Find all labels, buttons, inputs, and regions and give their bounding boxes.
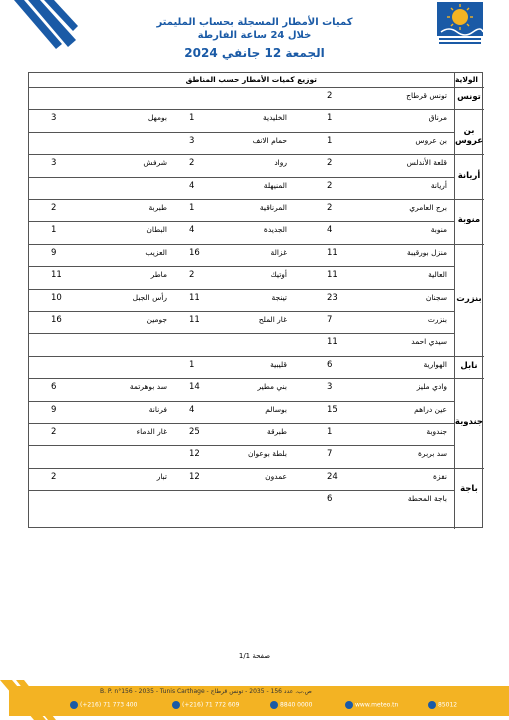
station-name: تينجة (271, 292, 287, 302)
globe-icon (345, 701, 353, 709)
station-name: رأس الجبل (132, 292, 167, 302)
governorate-name: تونس (457, 92, 481, 103)
grid-line (29, 109, 484, 110)
grid-line (29, 266, 454, 267)
station-name: البطان (146, 225, 167, 235)
station-name: وادي مليز (416, 382, 447, 392)
station-name: جندوبة (426, 427, 447, 436)
rain-value: 1 (327, 135, 333, 146)
station-name: غزالة (270, 247, 287, 257)
rain-value: 1 (189, 113, 195, 124)
rain-value: 6 (51, 382, 57, 393)
station-name: برج العامري (409, 203, 447, 212)
rain-value: 2 (189, 270, 195, 281)
grid-line (29, 401, 454, 402)
rain-value: 25 (189, 427, 200, 437)
station-name: مرناق (428, 113, 447, 123)
station-name: ماطر (150, 270, 167, 280)
fax-icon (172, 701, 180, 709)
station-name: منوبة (430, 225, 447, 235)
report-title: كميات الأمطار المسجلة بحساب المليمتر (156, 17, 353, 28)
rain-value: 12 (189, 471, 200, 482)
station-name: بومهل (147, 113, 167, 123)
rain-value: 12 (189, 449, 200, 460)
station-name: سد بوهرتمة (129, 382, 167, 392)
report-date: الجمعة 12 جانفي 2024 (184, 46, 325, 60)
station-name: رواد (274, 158, 287, 168)
grid-line (29, 132, 454, 133)
governorate-name: أريانة (457, 170, 481, 181)
grid-line (29, 356, 484, 357)
footer-band-container (0, 672, 509, 720)
grid-line (29, 468, 484, 469)
grid-line (29, 199, 484, 200)
rain-value: 14 (189, 382, 200, 393)
rain-value: 2 (51, 471, 57, 482)
rain-value: 23 (327, 292, 338, 303)
station-name: نفزة (433, 471, 447, 481)
rain-value: 6 (327, 359, 333, 370)
rain-value: 9 (51, 404, 57, 415)
station-name: سد بربرة (418, 449, 447, 459)
rain-value: 9 (51, 247, 57, 258)
report-subtitle: خلال 24 ساعة الفارطة (197, 30, 312, 41)
rain-value: 11 (327, 247, 338, 258)
grid-line (29, 333, 454, 334)
station-name: بن عروس (415, 135, 447, 145)
rain-value: 4 (189, 180, 195, 191)
rain-value: 10 (51, 292, 62, 303)
phone-icon (70, 701, 78, 709)
grid-line (29, 154, 484, 155)
rain-value: 2 (327, 180, 333, 191)
station-name: بنزرت (427, 315, 447, 324)
station-name: غار الملح (258, 315, 287, 324)
header-state: الولاية (454, 75, 478, 84)
sms-icon (428, 701, 436, 709)
station-name: عمدون (265, 471, 287, 481)
rain-value: 11 (189, 315, 200, 325)
station-name: أوتيك (270, 270, 287, 280)
rain-value: 2 (327, 91, 333, 101)
station-name: العالية (428, 270, 447, 280)
station-name: الخليدية (262, 113, 287, 123)
station-name: غار الدماء (136, 427, 167, 436)
rain-value: 1 (189, 203, 195, 213)
rain-value: 6 (327, 494, 333, 505)
governorate-name: باجة (460, 484, 478, 495)
rain-value: 16 (189, 247, 200, 258)
rain-value: 11 (327, 270, 338, 281)
station-name: أريانة (430, 180, 447, 190)
station-name: حمام الانف (252, 135, 287, 145)
governorate-name: منوبة (457, 215, 481, 226)
station-name: باجة المحطة (407, 494, 447, 504)
station-name: بلطة بوعوان (247, 449, 287, 459)
contact-fax: (+216) 71 772 609 (172, 701, 239, 709)
rain-value: 15 (327, 404, 338, 415)
station-name: الجديدة (263, 225, 287, 235)
station-name: قليبية (270, 359, 287, 369)
station-name: سجنان (425, 292, 447, 302)
station-name: العزيب (145, 247, 167, 257)
rain-value: 3 (51, 158, 57, 169)
station-name: جومين (146, 315, 167, 324)
rain-value: 2 (51, 427, 57, 437)
rain-value: 1 (189, 359, 195, 370)
station-name: طبربة (148, 203, 167, 212)
rain-value: 11 (51, 270, 62, 281)
rain-value: 11 (189, 292, 200, 303)
rain-value: 7 (327, 315, 333, 325)
grid-line (29, 221, 454, 222)
station-name: الهوارية (423, 359, 447, 369)
governorate-name: بنزرت (456, 293, 482, 304)
rain-value: 3 (327, 382, 333, 393)
rain-value: 4 (189, 404, 195, 415)
phone-icon (270, 701, 278, 709)
contact-sms: 85012 (428, 701, 457, 709)
contact-website[interactable]: www.meteo.tn (345, 701, 398, 709)
rain-value: 1 (327, 113, 333, 124)
station-name: المنيهلة (263, 180, 287, 190)
grid-line (29, 244, 484, 245)
station-name: فرنانة (148, 404, 167, 414)
rain-value: 4 (189, 225, 195, 236)
station-name: منزل بورقيبة (407, 247, 447, 257)
rain-value: 1 (327, 427, 333, 437)
station-name: قلعة الأندلس (406, 158, 447, 168)
rain-value: 2 (189, 158, 195, 169)
grid-line (29, 177, 454, 178)
rain-value: 2 (327, 203, 333, 213)
governorate-name: نابل (460, 361, 478, 371)
rain-value: 1 (51, 225, 57, 236)
grid-line (29, 378, 484, 379)
page-number: صفحة 1/1 (238, 652, 271, 660)
rain-value: 24 (327, 471, 338, 482)
station-name: المرناقية (259, 203, 287, 212)
rain-value: 3 (51, 113, 57, 124)
rain-value: 2 (51, 203, 57, 213)
governorate-name: جندوبة (454, 417, 484, 427)
rainfall-table (28, 72, 483, 528)
station-name: شرفش (143, 158, 167, 168)
footer-contacts (70, 701, 490, 712)
grid-line (29, 445, 454, 446)
rain-value: 3 (189, 135, 195, 146)
rain-value: 16 (51, 315, 62, 325)
contact-phone: (+216) 71 773 400 (70, 701, 137, 709)
grid-line (29, 289, 454, 290)
rain-value: 7 (327, 449, 333, 460)
station-name: بني مطير (257, 382, 287, 392)
header-distribution: توزيع كميات الأمطار حسب المناطق (185, 75, 317, 84)
station-name: عين دراهم (414, 404, 447, 414)
rain-value: 2 (327, 158, 333, 169)
grid-line (29, 490, 454, 491)
station-name: سيدي احمد (411, 337, 447, 347)
grid-line (29, 423, 454, 424)
rain-value: 11 (327, 337, 338, 348)
governorate-name: بن عروس (454, 125, 484, 146)
rain-value: 4 (327, 225, 333, 236)
station-name: طبرقة (267, 427, 287, 436)
station-name: تونس قرطاج (406, 91, 447, 100)
footer-address: B. P. n°156 - 2035 - Tunis Carthage - ص.ب. عدد 156 - 2035 - تونس قرطاج (100, 688, 312, 695)
station-name: تبار (156, 471, 167, 481)
station-name: بوسالم (265, 404, 287, 414)
grid-line (29, 311, 454, 312)
contact-green-number: 8840 0000 (270, 701, 312, 709)
grid-line (29, 87, 484, 88)
